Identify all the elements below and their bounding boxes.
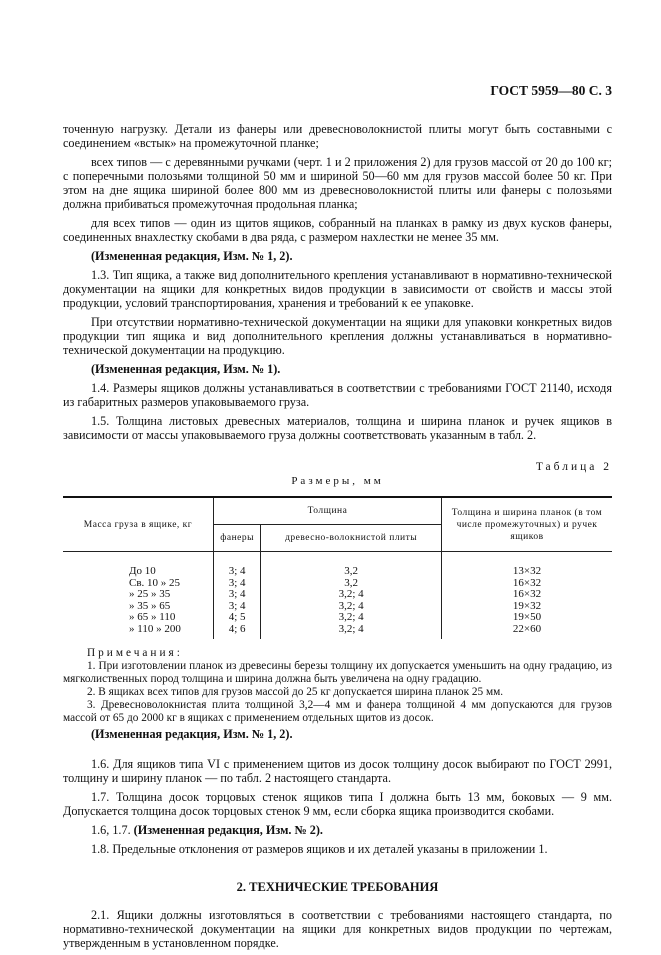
cell-mass: » 25 » 35 bbox=[129, 588, 171, 600]
cell-plywood: 4; 6 bbox=[214, 624, 261, 640]
table-row bbox=[63, 624, 612, 640]
paragraph-1-4: 1.4. Размеры ящиков должны устанавливаться в соответствии с требованиями ГОСТ 21140, исходя из габаритных размеров упаковываемого груза. bbox=[63, 381, 612, 409]
cell-slats: 16×32 bbox=[442, 589, 613, 601]
note-item: 2. В ящиках всех типов для грузов массой до 25 кг допускается ширина планок 25 мм. bbox=[87, 686, 504, 698]
cell-fiberboard: 3,2 bbox=[261, 578, 442, 590]
paragraph-1-8: 1.8. Предельные отклонения от размеров ящиков и их деталей указаны в приложении 1. bbox=[91, 842, 548, 856]
header-slats: Толщина и ширина планок (в том числе промежуточных) и ручек ящиков bbox=[442, 497, 613, 552]
cell-fiberboard: 3,2 bbox=[261, 552, 442, 578]
table-notes bbox=[63, 647, 612, 725]
paragraph: точенную нагрузку. Детали из фанеры или древесноволокнистой плиты могут быть составными с соединением «встык» на промежуточной планке; bbox=[63, 122, 612, 150]
amendment-note-1-6-1-7 bbox=[63, 823, 612, 837]
document-page bbox=[63, 84, 612, 955]
cell-mass: Св. 10 » 25 bbox=[129, 576, 181, 589]
cell-fiberboard: 3,2; 4 bbox=[261, 589, 442, 601]
section-heading: 2. ТЕХНИЧЕСКИЕ ТРЕБОВАНИЯ bbox=[236, 880, 439, 894]
cell-fiberboard: 3,2; 4 bbox=[261, 624, 442, 640]
dimensions-table bbox=[63, 496, 612, 639]
cell-mass: » 35 » 65 bbox=[129, 599, 171, 612]
note-item: 3. Древесноволокнистая плита толщиной 3,2—4 мм и фанера толщиной 4 мм допускаются для грузов массой от 65 до 2000 кг в ящиках с применением отдельных щитов из досок. bbox=[63, 699, 612, 724]
note-item: 1. При изготовлении планок из древесины березы толщину их допускается уменьшить на одну градацию, из мягколиственных пород толщина и ширина должна быть увеличена на одну градацию. bbox=[63, 660, 612, 685]
table-caption: Таблица 2 bbox=[535, 461, 612, 473]
cell-mass: » 65 » 110 bbox=[129, 611, 176, 623]
paragraph: для всех типов — один из щитов ящиков, собранный на планках в рамку из двух кусков фанеры, соединенных внахлестку скобами в два ряда, с размером нахлестки не менее 35 мм. bbox=[63, 216, 612, 244]
table-row bbox=[63, 589, 612, 601]
cell-slats: 22×60 bbox=[442, 624, 613, 640]
header-mass: Масса груза в ящике, кг bbox=[83, 519, 193, 530]
cell-plywood: 4; 5 bbox=[214, 612, 261, 624]
cell-slats: 19×32 bbox=[442, 601, 613, 613]
amendment-note: (Измененная редакция, Изм. № 1). bbox=[91, 362, 281, 376]
cell-mass: До 10 bbox=[63, 552, 214, 578]
cell-plywood: 3; 4 bbox=[214, 552, 261, 578]
cell-plywood: 3; 4 bbox=[214, 578, 261, 590]
cell-mass: » 110 » 200 bbox=[129, 622, 181, 635]
header-thickness: Толщина bbox=[214, 497, 442, 525]
notes-title: Примечания: bbox=[87, 647, 183, 659]
cell-slats: 19×50 bbox=[442, 612, 613, 624]
cell-fiberboard: 3,2; 4 bbox=[261, 601, 442, 613]
paragraph-1-6: 1.6. Для ящиков типа VI с применением щитов из досок толщину досок выбирают по ГОСТ 2991, толщину и ширину планок — по табл. 2 настоящего стандарта. bbox=[63, 757, 612, 785]
table-row bbox=[63, 552, 612, 578]
paragraph: При отсутствии нормативно-технической документации на ящики для упаковки конкретных видов продукции тип ящика и вид дополнительного крепления должны устанавливаться в нормативно-технической документации на продукцию. bbox=[63, 315, 612, 357]
cell-slats: 16×32 bbox=[442, 578, 613, 590]
page-header: ГОСТ 5959—80 С. 3 bbox=[490, 83, 612, 98]
table-row bbox=[63, 612, 612, 624]
paragraph: всех типов — с деревянными ручками (черт. 1 и 2 приложения 2) для грузов массой от 20 до 100 кг; с поперечными полозьями толщиной 50 мм и шириной 50—60 мм для грузов массой более 50 кг. При этом на дне ящика шириной более 800 мм из древесноволокнистой плиты или фанеры с полозьями должна прибиваться промежуточная продольная планка; bbox=[63, 155, 612, 211]
amendment-bold: (Измененная редакция, Изм. № 2). bbox=[133, 823, 323, 837]
header-fiberboard: древесно-волокнистой плиты bbox=[261, 525, 442, 552]
amendment-prefix: 1.6, 1.7. bbox=[91, 823, 134, 837]
amendment-note: (Измененная редакция, Изм. № 1, 2). bbox=[91, 249, 293, 263]
cell-slats: 13×32 bbox=[442, 552, 613, 578]
table-units: Размеры, мм bbox=[291, 475, 384, 487]
header-plywood: фанеры bbox=[214, 525, 261, 552]
paragraph-1-3: 1.3. Тип ящика, а также вид дополнительного крепления устанавливают в нормативно-технической документации на ящики для конкретных видов продукции в зависимости от свойств и массы этой продукции, условий транспортирования, хранения и требований к ее упаковке. bbox=[63, 268, 612, 310]
paragraph-1-7: 1.7. Толщина досок торцовых стенок ящиков типа I должна быть 13 мм, боковых — 9 мм. Допускается толщина досок торцовых стенок 9 мм, если сборка ящика производится скобами. bbox=[63, 790, 612, 818]
cell-plywood: 3; 4 bbox=[214, 589, 261, 601]
cell-fiberboard: 3,2; 4 bbox=[261, 612, 442, 624]
amendment-note: (Измененная редакция, Изм. № 1, 2). bbox=[91, 727, 293, 741]
paragraph-1-5: 1.5. Толщина листовых древесных материалов, толщина и ширина планок и ручек ящиков в зависимости от массы упаковываемого груза должны соответствовать указанным в табл. 2. bbox=[63, 414, 612, 442]
cell-plywood: 3; 4 bbox=[214, 601, 261, 613]
paragraph-2-1: 2.1. Ящики должны изготовляться в соответствии с требованиями настоящего стандарта, по нормативно-технической документации на ящики для конкретных видов продукции по чертежам, утвержденным в установленном порядке. bbox=[63, 908, 612, 950]
